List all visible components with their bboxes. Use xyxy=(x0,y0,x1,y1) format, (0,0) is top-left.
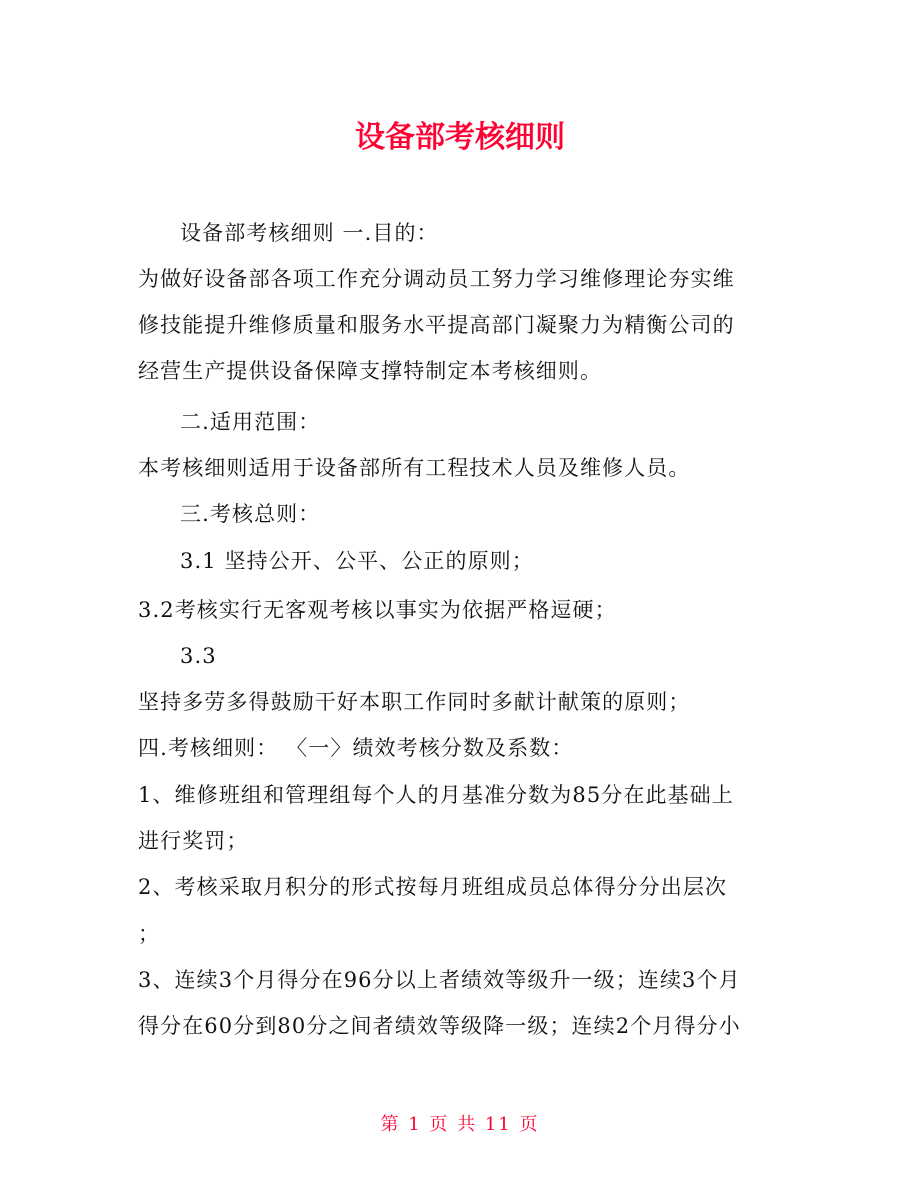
body-line-12: 四.考核细则： 〈一〉绩效考核分数及系数： xyxy=(138,736,574,760)
document-title: 设备部考核细则 xyxy=(355,120,565,155)
body-line-13: 1、维修班组和管理组每个人的月基准分数为85分在此基础上 xyxy=(138,783,734,807)
body-line-10: 3.3 xyxy=(180,644,217,668)
body-line-1: 设备部考核细则 一.目的： xyxy=(180,221,439,245)
body-line-15: 2、考核采取月积分的形式按每月班组成员总体得分分出层次 xyxy=(138,875,728,899)
body-line-11: 坚持多劳多得鼓励干好本职工作同时多献计献策的原则； xyxy=(138,690,691,714)
body-line-17: 3、连续3个月得分在96分以上者绩效等级升一级；连续3个月 xyxy=(138,968,741,992)
body-line-14: 进行奖罚； xyxy=(138,829,249,853)
body-line-2: 为做好设备部各项工作充分调动员工努力学习维修理论夯实维 xyxy=(138,267,735,291)
body-line-18: 得分在60分到80分之间者绩效等级降一级；连续2个月得分小 xyxy=(138,1014,741,1038)
body-line-8: 3.1 坚持公开、公平、公正的原则； xyxy=(180,549,534,573)
body-line-7: 三.考核总则： xyxy=(180,502,321,526)
body-line-6: 本考核细则适用于设备部所有工程技术人员及维修人员。 xyxy=(138,456,691,480)
page-number-footer: 第 1 页 共 11 页 xyxy=(380,1114,540,1135)
body-line-3: 修技能提升维修质量和服务水平提高部门凝聚力为精衡公司的 xyxy=(138,313,735,337)
body-line-9: 3.2考核实行无客观考核以事实为依据严格逗硬； xyxy=(138,598,617,622)
body-line-16: ； xyxy=(138,922,161,946)
body-line-5: 二.适用范围： xyxy=(180,410,321,434)
body-line-4: 经营生产提供设备保障支撑特制定本考核细则。 xyxy=(138,359,603,383)
